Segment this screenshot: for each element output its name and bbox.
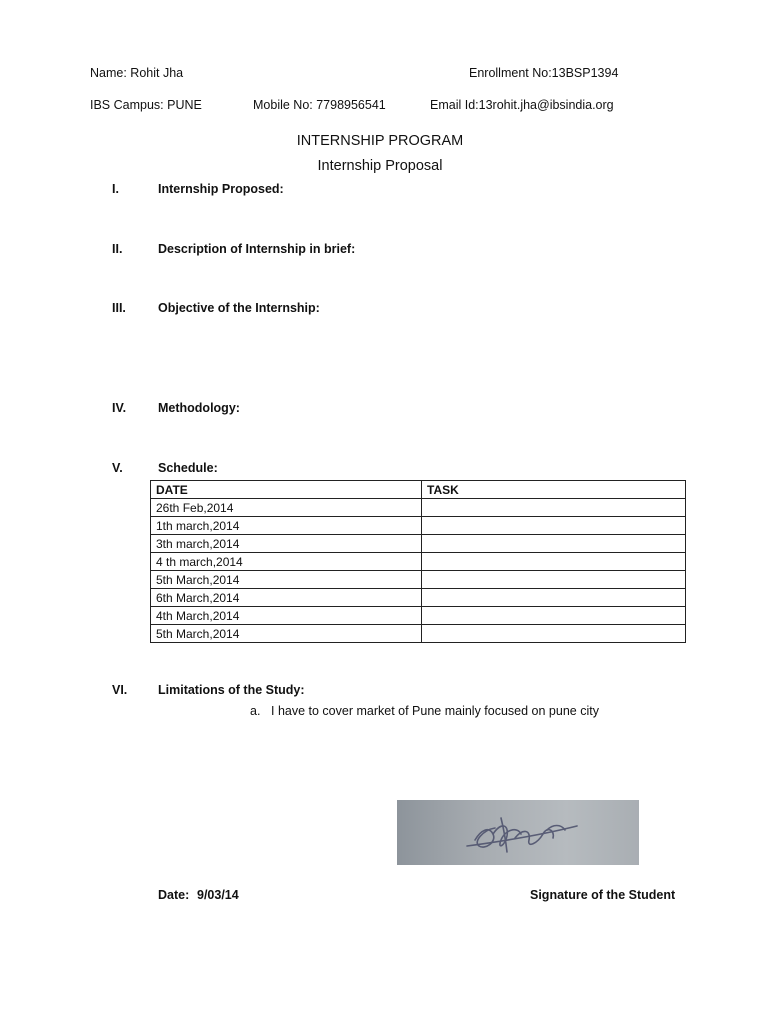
list-marker: a.: [250, 704, 261, 718]
limitation-text: I have to cover market of Pune mainly focused on pune city: [271, 704, 599, 718]
table-row: [151, 625, 686, 643]
task-cell: [422, 517, 686, 535]
enrollment-number: Enrollment No:13BSP1394: [469, 66, 619, 80]
task-cell: [422, 625, 686, 643]
section-heading: Internship Proposed:: [158, 182, 284, 196]
section-number: VI.: [112, 683, 128, 697]
document-title: INTERNSHIP PROGRAM: [296, 133, 464, 149]
date-cell: 5th March,2014: [151, 571, 422, 589]
signature-image: [397, 800, 639, 865]
section-number: II.: [112, 242, 123, 256]
section-heading: Schedule:: [158, 461, 218, 475]
section-number: IV.: [112, 401, 127, 415]
task-cell: [422, 589, 686, 607]
task-cell: [422, 499, 686, 517]
column-header-date: DATE: [151, 481, 422, 499]
table-row: [151, 535, 686, 553]
signature-label: Signature of the Student: [530, 888, 676, 902]
email-id: Email Id:13rohit.jha@ibsindia.org: [430, 98, 614, 112]
table-row: [151, 571, 686, 589]
section-heading: Objective of the Internship:: [158, 301, 320, 315]
date-cell: 4 th march,2014: [151, 553, 422, 571]
task-cell: [422, 553, 686, 571]
section-number: I.: [112, 182, 119, 196]
task-cell: [422, 571, 686, 589]
date-label: Date:: [158, 888, 190, 902]
date-cell: 5th March,2014: [151, 625, 422, 643]
table-header-row: [151, 481, 686, 499]
table-row: [151, 589, 686, 607]
document-subtitle: Internship Proposal: [317, 158, 443, 174]
date-cell: 1th march,2014: [151, 517, 422, 535]
table-row: [151, 517, 686, 535]
campus: IBS Campus: PUNE: [90, 98, 202, 112]
section-heading: Methodology:: [158, 401, 240, 415]
mobile-number: Mobile No: 7798956541: [253, 98, 386, 112]
date-cell: 26th Feb,2014: [151, 499, 422, 517]
column-header-task: TASK: [422, 481, 686, 499]
schedule-table: [150, 480, 686, 643]
section-number: III.: [112, 301, 126, 315]
task-cell: [422, 535, 686, 553]
date-value: 9/03/14: [197, 888, 239, 902]
date-cell: 4th March,2014: [151, 607, 422, 625]
signature-scribble-icon: [397, 800, 639, 865]
section-heading: Limitations of the Study:: [158, 683, 305, 697]
section-number: V.: [112, 461, 123, 475]
task-cell: [422, 607, 686, 625]
student-name: Name: Rohit Jha: [90, 66, 184, 80]
date-cell: 6th March,2014: [151, 589, 422, 607]
table-row: [151, 499, 686, 517]
table-row: [151, 607, 686, 625]
table-row: [151, 553, 686, 571]
date-cell: 3th march,2014: [151, 535, 422, 553]
section-heading: Description of Internship in brief:: [158, 242, 356, 256]
